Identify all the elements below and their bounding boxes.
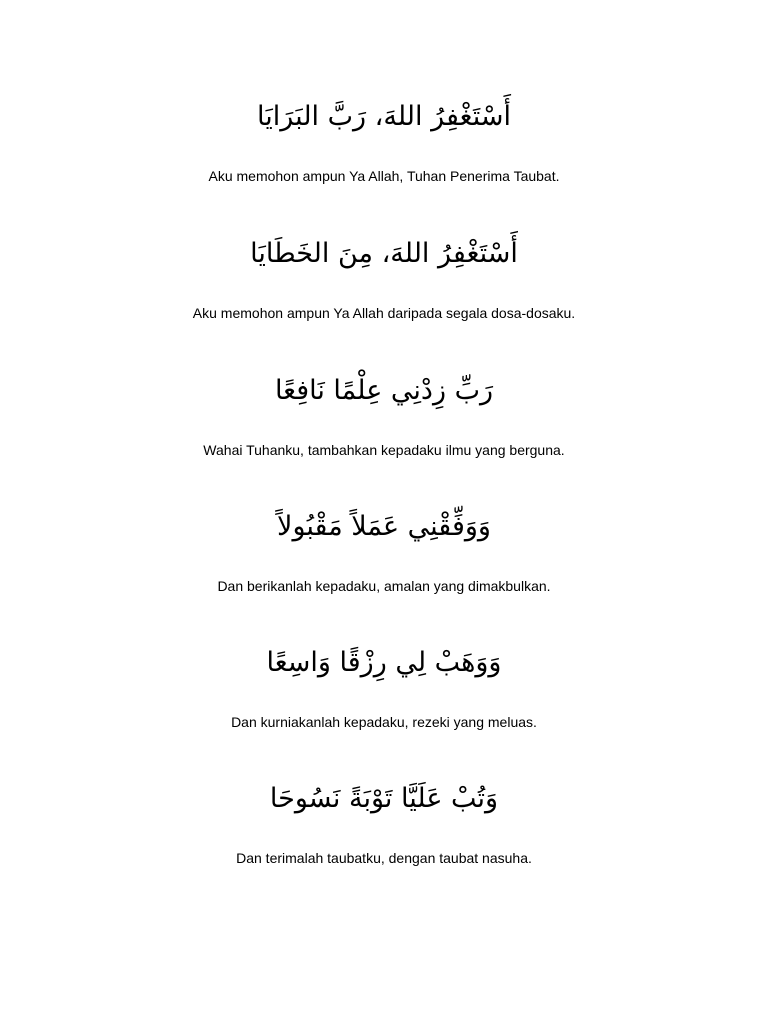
arabic-verse: أَسْتَغْفِرُ اللهَ، رَبَّ البَرَايَا [257, 101, 511, 132]
verse-translation: Wahai Tuhanku, tambahkan kepadaku ilmu yang berguna. [203, 442, 565, 458]
verse-block [0, 777, 768, 867]
arabic-verse: وَوَفِّقْنِي عَمَلاً مَقْبُولاً [277, 511, 491, 542]
arabic-verse: وَوَهَبْ لِي رِزْقًا وَاسِعًا [266, 647, 502, 678]
verse-block [0, 232, 768, 322]
verse-block [0, 369, 768, 459]
arabic-verse: أَسْتَغْفِرُ اللهَ، مِنَ الخَطَايَا [250, 238, 518, 269]
verse-translation: Aku memohon ampun Ya Allah, Tuhan Penerima Taubat. [208, 168, 560, 184]
verse-block [0, 641, 768, 731]
verse-translation: Dan berikanlah kepadaku, amalan yang dimakbulkan. [217, 578, 551, 594]
verse-translation: Aku memohon ampun Ya Allah daripada segala dosa-dosaku. [192, 305, 576, 321]
verse-block [0, 505, 768, 595]
arabic-verse: رَبِّ زِدْنِي عِلْمًا نَافِعًا [274, 375, 494, 406]
arabic-verse: وَتُبْ عَلَيَّا تَوْبَةً نَسُوحَا [269, 783, 499, 814]
verse-translation: Dan kurniakanlah kepadaku, rezeki yang meluas. [231, 714, 537, 730]
verse-block [0, 95, 768, 185]
verse-translation: Dan terimalah taubatku, dengan taubat nasuha. [236, 850, 532, 866]
